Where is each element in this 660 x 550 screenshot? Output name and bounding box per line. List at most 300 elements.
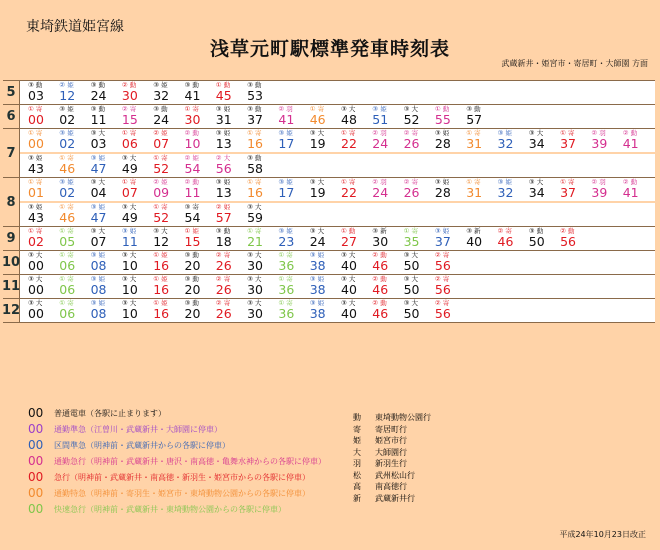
departure-minute: 22 bbox=[341, 136, 357, 151]
departure-entry bbox=[122, 227, 148, 248]
track-destination-tag: ① 動 bbox=[341, 227, 356, 235]
track-destination-tag: ③ 大 bbox=[121, 251, 137, 259]
departure-entry bbox=[247, 227, 273, 248]
track-destination-tag: ③ 動 bbox=[247, 154, 262, 162]
track-destination-tag: ① 寄 bbox=[341, 129, 356, 137]
track-destination-tag: ① 寄 bbox=[309, 105, 325, 113]
departure-minute: 50 bbox=[528, 234, 545, 249]
departure-line bbox=[20, 251, 655, 274]
track-destination-tag: ① 姫 bbox=[153, 299, 168, 307]
track-destination-tag: ① 寄 bbox=[278, 275, 293, 283]
track-destination-tag: ① 姫 bbox=[184, 227, 199, 235]
track-destination-tag: ① 動 bbox=[434, 105, 450, 113]
track-destination-tag: ① 寄 bbox=[59, 275, 74, 283]
track-destination-tag: ③ 大 bbox=[121, 203, 137, 211]
departure-entry bbox=[216, 81, 242, 102]
track-destination-tag: ③ 大 bbox=[28, 299, 43, 307]
departure-entry bbox=[59, 129, 85, 150]
legend-text: 通勤準急（江曽川・武蔵新井・大師園に停車） bbox=[54, 425, 222, 434]
departure-entry bbox=[28, 251, 54, 272]
departure-minute: 24 bbox=[372, 136, 389, 151]
departure-entry bbox=[91, 154, 117, 175]
departure-minute: 47 bbox=[90, 210, 107, 225]
track-destination-tag: ③ 姫 bbox=[215, 129, 231, 137]
departure-minute: 03 bbox=[28, 88, 44, 103]
track-destination-tag: ① 寄 bbox=[59, 251, 74, 259]
track-destination-tag: ③ 大 bbox=[528, 178, 544, 186]
departure-minute: 34 bbox=[528, 136, 545, 151]
departure-minute: 19 bbox=[309, 185, 326, 200]
departure-line bbox=[20, 81, 655, 104]
track-destination-tag: ② 動 bbox=[184, 178, 199, 186]
track-destination-tag: ③ 姫 bbox=[90, 203, 105, 211]
departure-entry bbox=[310, 227, 336, 248]
departure-entry bbox=[278, 105, 304, 126]
departure-entry bbox=[404, 105, 430, 126]
hour-row bbox=[3, 129, 655, 178]
departure-minute: 10 bbox=[121, 282, 138, 297]
track-destination-tag: ③ 姫 bbox=[59, 129, 74, 137]
departure-entry bbox=[216, 154, 242, 175]
track-destination-tag: ③ 動 bbox=[153, 105, 168, 113]
hour-row bbox=[3, 81, 655, 105]
departure-entry bbox=[91, 299, 117, 320]
track-destination-tag: ③ 姫 bbox=[215, 178, 231, 186]
departure-entry bbox=[153, 275, 179, 296]
departure-minute: 41 bbox=[278, 112, 295, 127]
track-destination-tag: ③ 姫 bbox=[59, 178, 74, 186]
departure-entry bbox=[59, 251, 85, 272]
departure-entry bbox=[153, 105, 179, 126]
track-destination-tag: ② 寄 bbox=[497, 227, 512, 235]
hour-label: 8 bbox=[3, 178, 20, 226]
track-destination-tag: ① 寄 bbox=[466, 129, 481, 137]
hour-label: 6 bbox=[3, 105, 20, 128]
departure-entry bbox=[247, 299, 273, 320]
track-destination-tag: ③ 動 bbox=[247, 105, 262, 113]
departure-entry bbox=[310, 275, 336, 296]
revision-date: 平成24年10月23日改正 bbox=[559, 530, 646, 539]
legend-sample: 00 bbox=[28, 486, 44, 500]
departure-entry bbox=[404, 129, 430, 150]
track-destination-tag: ③ 大 bbox=[90, 178, 105, 186]
hour-row bbox=[3, 227, 655, 251]
track-destination-tag: ③ 姫 bbox=[59, 105, 74, 113]
track-destination-tag: ① 寄 bbox=[560, 178, 575, 186]
track-destination-tag: ③ 大 bbox=[247, 275, 262, 283]
hour-row bbox=[3, 178, 655, 227]
track-destination-tag: ① 寄 bbox=[28, 178, 43, 186]
departure-entry bbox=[247, 203, 273, 224]
departure-minute: 55 bbox=[434, 112, 451, 127]
track-destination-tag: ③ 姫 bbox=[497, 129, 512, 137]
departure-entry bbox=[529, 178, 555, 199]
departure-minute: 23 bbox=[278, 234, 295, 249]
departure-entry bbox=[28, 203, 54, 224]
departure-minute: 26 bbox=[403, 136, 420, 151]
departure-entry bbox=[59, 178, 85, 199]
departure-minute: 39 bbox=[591, 185, 608, 200]
line-name: 東埼鉄道姫宮線 bbox=[26, 19, 124, 35]
track-destination-tag: ③ 動 bbox=[247, 81, 262, 89]
departure-entry bbox=[91, 81, 117, 102]
departure-minute: 50 bbox=[403, 258, 420, 273]
track-destination-tag: ② 大 bbox=[215, 154, 231, 162]
departure-minute: 06 bbox=[59, 282, 76, 297]
departure-line bbox=[20, 203, 655, 226]
departure-minute: 00 bbox=[28, 136, 44, 151]
departure-entry bbox=[498, 178, 524, 199]
page-title: 浅草元町駅標準発車時刻表 bbox=[209, 38, 450, 60]
departure-entry bbox=[185, 154, 211, 175]
track-destination-tag: ③ 姫 bbox=[434, 129, 450, 137]
departure-minute: 11 bbox=[90, 112, 107, 127]
departure-minute: 21 bbox=[247, 234, 263, 249]
departure-entry bbox=[247, 178, 273, 199]
legend-text: 急行（明神前・武蔵新井・南高徳・新羽生・姫宮市からの各駅に停車） bbox=[54, 473, 310, 482]
track-destination-tag: ① 寄 bbox=[28, 105, 43, 113]
departure-minute: 40 bbox=[466, 234, 483, 249]
track-destination-tag: ① 寄 bbox=[278, 251, 293, 259]
departure-minute: 02 bbox=[59, 185, 76, 200]
departure-entry bbox=[122, 275, 148, 296]
track-destination-tag: ① 寄 bbox=[59, 154, 74, 162]
departure-minute: 36 bbox=[278, 258, 295, 273]
departure-entry bbox=[341, 275, 367, 296]
departure-minute: 24 bbox=[309, 234, 326, 249]
departure-minute: 12 bbox=[59, 88, 76, 103]
track-destination-tag: ② 寄 bbox=[434, 251, 450, 259]
legend-sample: 00 bbox=[28, 422, 44, 436]
track-destination-tag: ② 羽 bbox=[372, 129, 387, 137]
departure-minute: 51 bbox=[372, 112, 389, 127]
departure-minute: 59 bbox=[247, 210, 263, 225]
legend-sample: 00 bbox=[28, 454, 44, 468]
track-destination-tag: ③ 動 bbox=[184, 251, 199, 259]
departure-entry bbox=[466, 178, 492, 199]
departure-minute: 16 bbox=[153, 258, 170, 273]
departure-line bbox=[20, 105, 655, 128]
track-destination-tag: ③ 大 bbox=[341, 105, 356, 113]
departure-minute: 26 bbox=[215, 258, 232, 273]
track-destination-tag: ③ 大 bbox=[90, 227, 105, 235]
departure-minute: 12 bbox=[153, 234, 170, 249]
departure-minute: 56 bbox=[434, 282, 451, 297]
departure-minute: 16 bbox=[153, 282, 170, 297]
departure-minute: 31 bbox=[215, 112, 232, 127]
departure-entry bbox=[216, 251, 242, 272]
track-destination-tag: ③ 動 bbox=[90, 105, 105, 113]
track-destination-tag: ① 寄 bbox=[59, 299, 74, 307]
departure-minute: 26 bbox=[215, 306, 232, 321]
departure-entry bbox=[153, 227, 179, 248]
departure-minute: 58 bbox=[247, 161, 263, 176]
direction-label: 武蔵新井・姫宮市・寄居町・大師園 方面 bbox=[501, 59, 648, 68]
departure-minute: 26 bbox=[403, 185, 420, 200]
departure-minute: 46 bbox=[59, 210, 76, 225]
departure-entry bbox=[185, 129, 211, 150]
track-destination-tag: ② 姫 bbox=[153, 129, 168, 137]
departure-minute: 46 bbox=[372, 306, 389, 321]
track-destination-tag: ③ 大 bbox=[528, 129, 544, 137]
departure-entry bbox=[91, 203, 117, 224]
departure-minute: 07 bbox=[90, 234, 107, 249]
departure-entry bbox=[122, 105, 148, 126]
track-destination-tag: ③ 大 bbox=[403, 251, 418, 259]
departure-entry bbox=[623, 178, 649, 199]
departure-minute: 36 bbox=[278, 306, 295, 321]
departure-minute: 24 bbox=[372, 185, 389, 200]
hour-label: 9 bbox=[3, 227, 20, 250]
track-destination-tag: ① 寄 bbox=[59, 227, 74, 235]
legend-text: 通勤急行（明神前・武蔵新井・唐沢・南高徳・亀舞水神からの各駅に停車） bbox=[54, 457, 326, 466]
departure-entry bbox=[59, 227, 85, 248]
track-destination-tag: ② 羽 bbox=[372, 178, 387, 186]
departure-entry bbox=[623, 129, 649, 150]
departure-line bbox=[20, 299, 655, 322]
departure-entry bbox=[247, 81, 273, 102]
departure-entry bbox=[59, 203, 85, 224]
departure-entry bbox=[591, 129, 617, 150]
track-destination-tag: ② 動 bbox=[184, 129, 199, 137]
departure-minute: 45 bbox=[215, 88, 232, 103]
destination-abbr: 松 bbox=[353, 470, 361, 480]
departure-entry bbox=[91, 129, 117, 150]
track-destination-tag: ② 羽 bbox=[591, 129, 606, 137]
departure-entry bbox=[59, 81, 85, 102]
destination-name: 大師園行 bbox=[375, 447, 407, 457]
departure-entry bbox=[560, 129, 586, 150]
departure-entry bbox=[560, 178, 586, 199]
track-destination-tag: ③ 大 bbox=[121, 299, 137, 307]
track-destination-tag: ③ 動 bbox=[215, 227, 231, 235]
departure-line bbox=[20, 154, 655, 177]
departure-minute: 08 bbox=[90, 282, 107, 297]
track-destination-tag: ② 動 bbox=[372, 299, 387, 307]
track-destination-tag: ② 動 bbox=[372, 251, 387, 259]
track-destination-tag: ① 寄 bbox=[466, 178, 481, 186]
departure-entry bbox=[153, 81, 179, 102]
departure-entry bbox=[153, 203, 179, 224]
departure-entry bbox=[122, 81, 148, 102]
departure-entry bbox=[91, 105, 117, 126]
track-destination-tag: ③ 姫 bbox=[121, 227, 137, 235]
departure-minute: 10 bbox=[184, 136, 201, 151]
track-destination-tag: ③ 姫 bbox=[309, 275, 325, 283]
track-destination-tag: ③ 新 bbox=[372, 227, 387, 235]
track-destination-tag: ③ 大 bbox=[90, 129, 105, 137]
hour-label: 11 bbox=[3, 275, 20, 298]
departure-minute: 00 bbox=[28, 258, 44, 273]
departure-entry bbox=[185, 178, 211, 199]
departure-entry bbox=[216, 227, 242, 248]
departure-entry bbox=[185, 227, 211, 248]
departure-minute: 03 bbox=[90, 136, 107, 151]
track-destination-tag: ① 動 bbox=[215, 81, 231, 89]
departure-entry bbox=[28, 129, 54, 150]
departure-minute: 32 bbox=[153, 88, 170, 103]
departure-minute: 37 bbox=[434, 234, 451, 249]
track-destination-tag: ① 寄 bbox=[153, 154, 168, 162]
departure-entry bbox=[153, 129, 179, 150]
departure-entry bbox=[247, 154, 273, 175]
departure-entry bbox=[185, 275, 211, 296]
departure-minute: 56 bbox=[434, 306, 451, 321]
track-destination-tag: ③ 新 bbox=[466, 227, 481, 235]
track-destination-tag: ③ 大 bbox=[121, 154, 137, 162]
departure-entry bbox=[185, 105, 211, 126]
departure-line bbox=[20, 275, 655, 298]
track-destination-tag: ② 動 bbox=[372, 275, 387, 283]
track-destination-tag: ② 寄 bbox=[434, 299, 450, 307]
departure-entry bbox=[404, 251, 430, 272]
departure-entry bbox=[153, 299, 179, 320]
departure-entry bbox=[59, 154, 85, 175]
departure-minute: 06 bbox=[121, 136, 138, 151]
departure-line bbox=[20, 129, 655, 154]
departure-entry bbox=[122, 154, 148, 175]
track-destination-tag: ③ 姫 bbox=[434, 178, 450, 186]
departure-entry bbox=[466, 227, 492, 248]
departure-minute: 11 bbox=[121, 234, 138, 249]
track-destination-tag: ② 寄 bbox=[215, 251, 231, 259]
departure-minute: 13 bbox=[215, 185, 232, 200]
departure-minute: 56 bbox=[215, 161, 232, 176]
track-destination-tag: ① 寄 bbox=[153, 203, 168, 211]
departure-minute: 52 bbox=[153, 161, 170, 176]
departure-minute: 22 bbox=[341, 185, 357, 200]
departure-entry bbox=[278, 227, 304, 248]
departure-minute: 56 bbox=[434, 258, 451, 273]
track-destination-tag: ③ 姫 bbox=[278, 227, 293, 235]
track-destination-tag: ③ 大 bbox=[28, 275, 43, 283]
departure-minute: 46 bbox=[372, 258, 389, 273]
departure-minute: 16 bbox=[153, 306, 170, 321]
track-destination-tag: ② 寄 bbox=[403, 129, 418, 137]
departure-minute: 38 bbox=[309, 282, 326, 297]
departure-entry bbox=[404, 227, 430, 248]
legend-text: 快速急行（明神前・武蔵新井・東埼動物公園からの各駅に停車） bbox=[54, 505, 286, 514]
departure-entry bbox=[498, 129, 524, 150]
track-destination-tag: ① 寄 bbox=[59, 203, 74, 211]
destination-abbr: 高 bbox=[353, 482, 361, 491]
departure-minute: 30 bbox=[247, 282, 263, 297]
departure-entry bbox=[341, 178, 367, 199]
departure-minute: 31 bbox=[466, 136, 483, 151]
departure-minute: 46 bbox=[497, 234, 514, 249]
departure-minute: 35 bbox=[403, 234, 420, 249]
hour-label: 5 bbox=[3, 81, 20, 104]
departure-minute: 41 bbox=[184, 88, 201, 103]
departure-entry bbox=[560, 227, 586, 248]
departure-minute: 49 bbox=[121, 161, 138, 176]
departure-minute: 04 bbox=[90, 185, 107, 200]
departure-minute: 27 bbox=[341, 234, 357, 249]
departure-entry bbox=[310, 129, 336, 150]
destination-abbr: 寄 bbox=[353, 424, 361, 434]
departure-minute: 46 bbox=[372, 282, 389, 297]
hour-row bbox=[3, 299, 655, 323]
departure-minute: 43 bbox=[28, 210, 44, 225]
departure-entry bbox=[122, 129, 148, 150]
departure-minute: 13 bbox=[215, 136, 232, 151]
departure-entry bbox=[310, 178, 336, 199]
departure-minute: 30 bbox=[247, 258, 263, 273]
departure-entry bbox=[529, 227, 555, 248]
departure-entry bbox=[185, 251, 211, 272]
departure-minute: 10 bbox=[121, 306, 138, 321]
departure-entry bbox=[372, 275, 398, 296]
track-destination-tag: ③ 姫 bbox=[90, 299, 105, 307]
departure-entry bbox=[216, 275, 242, 296]
departure-minute: 02 bbox=[28, 234, 44, 249]
departure-entry bbox=[404, 178, 430, 199]
departure-entry bbox=[247, 129, 273, 150]
departure-minute: 53 bbox=[247, 88, 263, 103]
departure-entry bbox=[122, 299, 148, 320]
departure-entry bbox=[372, 129, 398, 150]
departure-minute: 16 bbox=[247, 185, 263, 200]
departure-entry bbox=[278, 178, 304, 199]
track-destination-tag: ② 姫 bbox=[184, 154, 199, 162]
departure-entry bbox=[435, 105, 461, 126]
departure-entry bbox=[28, 227, 54, 248]
track-destination-tag: ③ 動 bbox=[90, 81, 105, 89]
departure-minute: 40 bbox=[341, 282, 357, 297]
track-destination-tag: ③ 大 bbox=[247, 203, 262, 211]
track-destination-tag: ③ 動 bbox=[528, 227, 544, 235]
departure-minute: 37 bbox=[247, 112, 263, 127]
departure-minute: 24 bbox=[90, 88, 107, 103]
track-destination-tag: ③ 大 bbox=[153, 227, 168, 235]
departure-entry bbox=[185, 299, 211, 320]
track-destination-tag: ③ 姫 bbox=[309, 251, 325, 259]
track-destination-tag: ① 寄 bbox=[403, 227, 418, 235]
departure-minute: 05 bbox=[59, 234, 76, 249]
destination-name: 武州松山行 bbox=[375, 470, 415, 480]
departure-entry bbox=[435, 178, 461, 199]
departure-entry bbox=[122, 251, 148, 272]
track-destination-tag: ③ 動 bbox=[184, 81, 199, 89]
destination-abbr: 新 bbox=[353, 493, 361, 503]
track-destination-tag: ③ 大 bbox=[309, 227, 325, 235]
departure-minute: 37 bbox=[560, 136, 576, 151]
departure-minute: 46 bbox=[309, 112, 326, 127]
departure-entry bbox=[372, 227, 398, 248]
departure-entry bbox=[122, 178, 148, 199]
departure-entry bbox=[404, 275, 430, 296]
departure-minute: 08 bbox=[90, 258, 107, 273]
track-destination-tag: ② 羽 bbox=[591, 178, 606, 186]
track-destination-tag: ③ 姫 bbox=[90, 154, 105, 162]
departure-minute: 18 bbox=[215, 234, 232, 249]
departure-entry bbox=[59, 275, 85, 296]
departure-minute: 09 bbox=[153, 185, 170, 200]
destination-name: 武蔵新井行 bbox=[375, 493, 415, 503]
departure-entry bbox=[91, 275, 117, 296]
departure-minute: 20 bbox=[184, 282, 201, 297]
departure-minute: 16 bbox=[247, 136, 263, 151]
departure-entry bbox=[28, 275, 54, 296]
departure-line bbox=[20, 178, 655, 203]
departure-entry bbox=[341, 105, 367, 126]
timetable-grid bbox=[3, 80, 655, 323]
track-destination-tag: ① 寄 bbox=[28, 227, 43, 235]
departure-entry bbox=[278, 299, 304, 320]
departure-minute: 57 bbox=[466, 112, 483, 127]
track-destination-tag: ③ 姫 bbox=[28, 154, 43, 162]
track-destination-tag: ① 寄 bbox=[184, 105, 199, 113]
